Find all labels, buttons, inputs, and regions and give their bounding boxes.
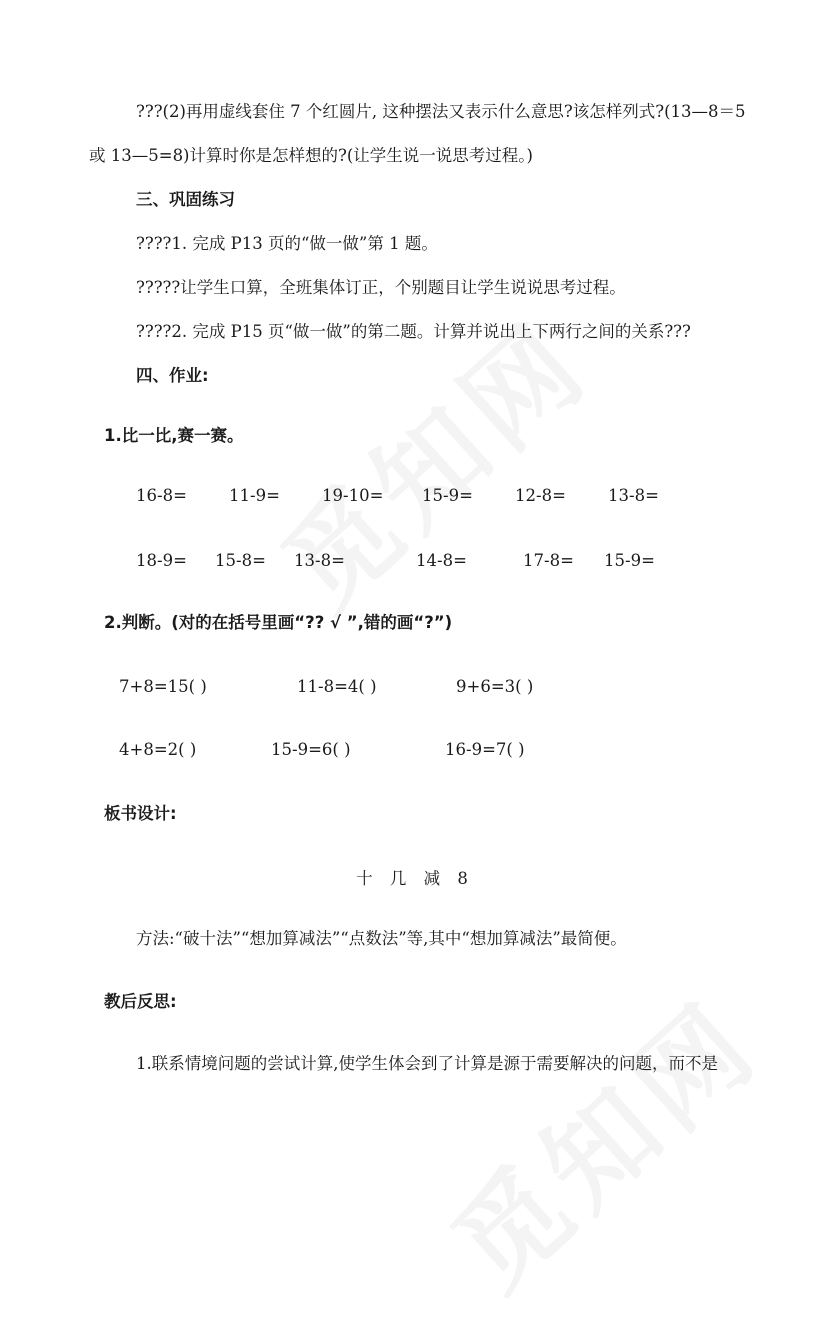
equation: 15-9= [422,486,473,505]
judgement-item: 11-8=4( ) [297,677,377,696]
equation: 18-9= [136,551,187,570]
practice-item-1: ????1. 完成 P13 页的“做一做”第 1 题。 [136,234,438,253]
equation: 12-8= [515,486,566,505]
equation: 13-8= [608,486,659,505]
reflection-heading: 教后反思: [104,992,177,1011]
judgement-item: 9+6=3( ) [456,677,534,696]
board-design-heading: 板书设计: [104,804,177,823]
paragraph-line-1: ???(2)再用虚线套住 7 个红圆片, 这种摆法又表示什么意思?该怎样列式?(13—8＝5 [136,102,746,121]
equation: 17-8= [523,551,574,570]
judgement-item: 15-9=6( ) [271,740,351,759]
board-title: 十 几 减 8 [356,869,474,888]
practice-item-2: ????2. 完成 P15 页“做一做”的第二题。计算并说出上下两行之间的关系??? [136,322,691,341]
section-heading-homework: 四、作业: [136,366,209,385]
board-method: 方法:“破十法”“想加算减法”“点数法”等,其中“想加算减法”最简便。 [136,929,627,948]
homework-question-2-title: 2.判断。(对的在括号里画“?? √ ”,错的画“?”) [104,613,453,632]
homework-question-1-title: 1.比一比,赛一赛。 [104,426,244,445]
watermark-bottom [413,960,786,1318]
equation: 16-8= [136,486,187,505]
reflection-text: 1.联系情境问题的尝试计算,使学生体会到了计算是源于需要解决的问题，而不是 [136,1054,718,1073]
judgement-item: 7+8=15( ) [119,677,207,696]
equation: 19-10= [322,486,384,505]
practice-item-1-note: ?????让学生口算，全班集体订正，个别题目让学生说说思考过程。 [136,278,626,297]
equation: 15-9= [604,551,655,570]
equation: 13-8= [294,551,345,570]
equation: 11-9= [229,486,280,505]
judgement-item: 16-9=7( ) [445,740,525,759]
section-heading-practice: 三、巩固练习 [136,190,235,209]
judgement-item: 4+8=2( ) [119,740,197,759]
equation: 14-8= [416,551,467,570]
paragraph-line-2: 或 13—5=8)计算时你是怎样想的?(让学生说一说思考过程。) [89,146,533,165]
equation: 15-8= [215,551,266,570]
